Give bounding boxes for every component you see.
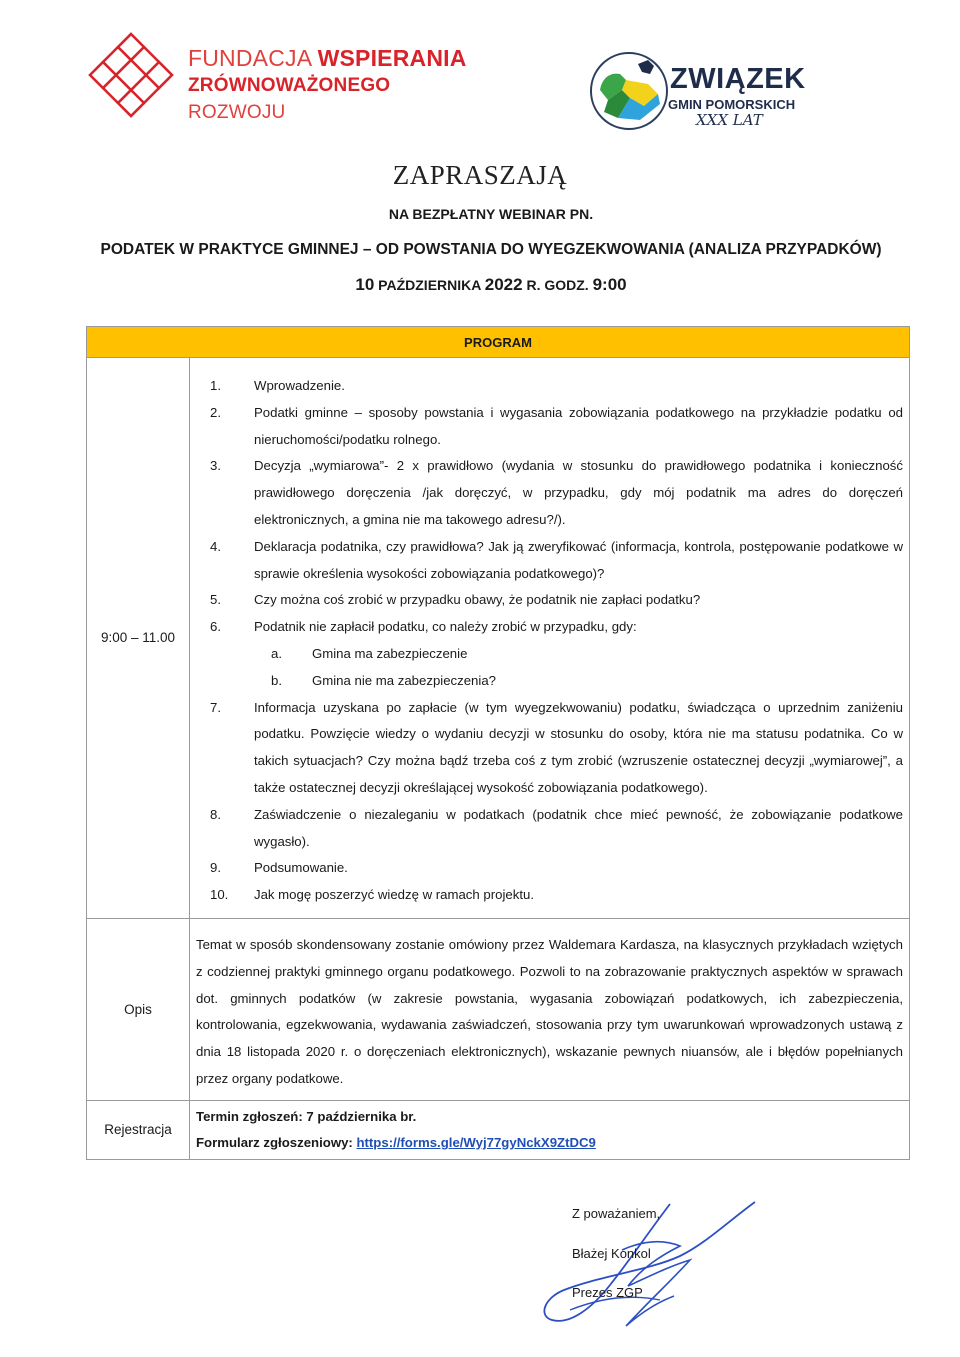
webinar-topic: PODATEK W PRAKTYCE GMINNEJ – OD POWSTANIA DO WYEGZEKWOWANIA (ANALIZA PRZYPADKÓW): [100, 241, 882, 258]
closing-name: Błażej Konkol: [572, 1246, 651, 1261]
registration-form-link[interactable]: https://forms.gle/Wyj77gyNckX9ZtDC9: [356, 1135, 596, 1151]
webinar-date: [0, 275, 960, 295]
agenda-item: 7. Informacja uzyskana po zapłacie (w tym wyegzekwowaniu) podatku, świadcząca o uprzednim zaniżeniu podatku. Powzięcie wiedzy o wydaniu decyzji w stosunku do osoby, która nie ma statusu podatnika. Co w takich sytuacjach? Czy można bądź trzeba coś z tym zrobić (wzruszenie ostatecznej decyzji „wymiarowej”, a także ostatecznej decyzji określającej wysokość zobowiązania podatkowego).: [210, 699, 903, 795]
registration-form-line: [196, 1130, 903, 1157]
agenda-item: 5. Czy można coś zrobić w przypadku obawy, że podatnik nie zapłaci podatku?: [210, 592, 701, 608]
agenda-subitem: b. Gmina nie ma zabezpieczenia?: [271, 672, 496, 688]
opis-text: Temat w sposób skondensowany zostanie omówiony przez Waldemara Kardasza, na klasycznych przykładach wziętych z codziennej praktyki gminnego organu podatkowego. Pozwoli to na zobrazowanie praktycznych aspektów w sprawach dot. gminnych podatków (w zakresie powstania, wygasania zobowiązań podatkowych, ich zabezpieczenia, kontrolowania, egzekwowania, wydawania zaświadczeń, stosowania przy tym uwarunkowań wprowadzonych ustawą z dnia 18 listopada 2020 r. o doręczeniach elektronicznych), wskazanie pewnych niuansów, ale i błędów popełnianych przez organy podatkowe.: [190, 918, 910, 1100]
fundacja-name-line1-thin: FUNDACJA: [188, 45, 318, 71]
agenda-item: 4. Deklaracja podatnika, czy prawidłowa? Jak ją zweryfikować (informacja, kontrola, postępowanie podatkowe w sprawie określenia wysokości zobowiązania podatkowego)?: [210, 538, 903, 581]
program-header: PROGRAM: [87, 327, 910, 358]
agenda-subitem: a. Gmina ma zabezpieczenie: [271, 645, 468, 661]
rejestracja-label: Rejestracja: [87, 1100, 190, 1159]
fundacja-name-line2-bold: ZRÓWNOWAŻONEGO: [188, 75, 391, 96]
opis-label: Opis: [87, 918, 190, 1100]
agenda-item: 3. Decyzja „wymiarowa”- 2 x prawidłowo (wydania w stosunku do prawidłowego podatnika i konieczność prawidłowego doręczenia /jak doręczyć, w przypadku, gdy mój podatnik ma adres do doręczeń elektronicznych, a gmina nie ma takowego adresu?/).: [210, 458, 903, 527]
program-table: [86, 326, 910, 1160]
rejestracja-info: [190, 1100, 910, 1159]
fundacja-logo-icon: [86, 30, 176, 120]
zwiazek-title: ZWIĄZEK: [670, 63, 806, 95]
date-month: PAŹDZIERNIKA: [374, 277, 485, 293]
fundacja-name: [188, 46, 486, 125]
closing-greeting: Z poważaniem,: [572, 1206, 661, 1221]
closing-role: Prezes ZGP: [572, 1285, 643, 1300]
agenda-item: 6. Podatnik nie zapłacił podatku, co należy zrobić w przypadku, gdy: a. Gmina ma zabezpieczenie b. Gmina nie ma zabezpieczenia?: [190, 614, 903, 694]
agenda-item: 9. Podsumowanie.: [210, 860, 348, 876]
webinar-line: NA BEZPŁATNY WEBINAR PN.: [388, 206, 594, 222]
fundacja-name-line1-bold: WSPIERANIA: [317, 45, 467, 71]
zwiazek-subtitle: GMIN POMORSKICH: [668, 97, 796, 112]
date-year: 2022: [484, 275, 523, 294]
zwiazek-logo: [588, 50, 828, 140]
agenda-item: 1. Wprowadzenie.: [210, 378, 345, 393]
agenda-sublist: [254, 641, 903, 695]
agenda-item-text: Podatnik nie zapłacił podatku, co należy zrobić w przypadku, gdy:: [254, 619, 637, 635]
date-day: 10: [355, 275, 375, 294]
zwiazek-anniversary: XXX LAT: [696, 111, 763, 129]
program-time: 9:00 – 11.00: [87, 358, 190, 919]
registration-form-label: Formularz zgłoszeniowy:: [196, 1135, 357, 1151]
agenda-item: 8. Zaświadczenie o niezaleganiu w podatkach (podatnik chce mieć pewność, że zobowiązanie podatkowe wygasło).: [210, 806, 903, 849]
program-agenda: [190, 358, 910, 919]
fundacja-name-line2-thin: ROZWOJU: [188, 102, 286, 123]
registration-deadline: Termin zgłoszeń: 7 października br.: [196, 1108, 417, 1124]
agenda-item: 10. Jak mogę poszerzyć wiedzę w ramach projektu.: [210, 887, 534, 903]
fundacja-logo: [86, 30, 486, 123]
zwiazek-logo-icon: [588, 50, 670, 132]
date-r: R. GODZ.: [522, 277, 593, 293]
agenda-item: 2. Podatki gminne – sposoby powstania i wygasania zobowiązania podatkowego na przykładzie podatku od nieruchomości/podatku rolnego.: [210, 404, 903, 447]
date-time: 9:00: [592, 275, 627, 294]
invite-heading: ZAPRASZAJĄ: [392, 160, 568, 190]
